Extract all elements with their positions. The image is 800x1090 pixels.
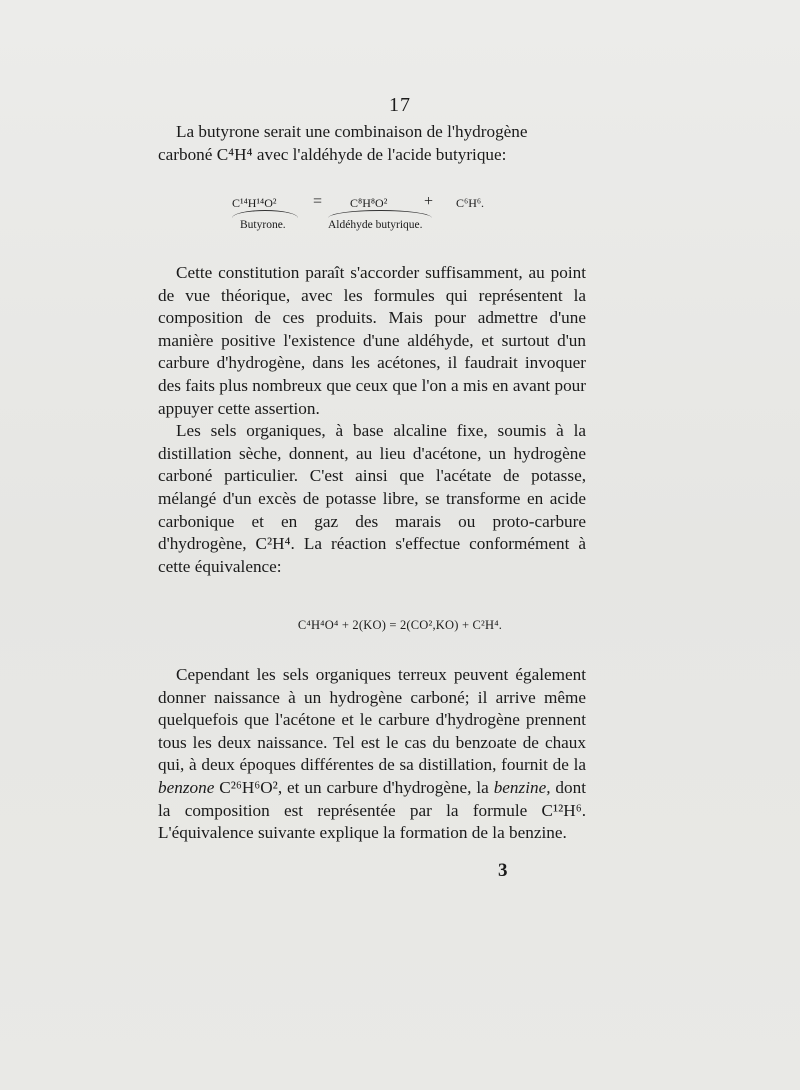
term-benzone: benzone: [158, 777, 215, 797]
intro-paragraph: [158, 121, 586, 166]
signature-mark: 3: [498, 860, 508, 881]
formula-equals: =: [313, 193, 323, 210]
formula-rhs2: C⁶H⁶.: [456, 196, 485, 210]
intro-line-2: carboné C⁴H⁴ avec l'aldéhyde de l'acide butyrique:: [158, 144, 507, 164]
brace-rhs1: [328, 210, 432, 218]
formula-plus: +: [424, 193, 434, 210]
brace-lhs: [232, 210, 298, 218]
label-butyrone: Butyrone.: [240, 219, 286, 231]
label-aldehyde: Aldéhyde butyrique.: [328, 219, 423, 231]
acetate-equivalence-formula: C⁴H⁴O⁴ + 2(KO) = 2(CO²,KO) + C²H⁴.: [297, 618, 503, 632]
benzone-formula: C²⁶H⁶O²,: [214, 777, 283, 797]
paragraph-benzine: [158, 664, 586, 845]
paragraph-constitution: Cette constitution paraît s'accorder suffisamment, au point de vue théorique, avec les formules qui représentent la composition de ces produits. Mais pour admettre d'une manière positive l'existence d'une aldéhyde, et surtout d'un carbure d'hydrogène, dans les acétones, il faudrait invoquer des faits plus nombreux que ceux que l'on a mis en avant pour appuyer cette assertion.: [158, 263, 586, 418]
text-column-main: [158, 262, 586, 578]
page-number: 17: [389, 94, 411, 116]
formula-lhs: C¹⁴H¹⁴O²: [232, 196, 277, 210]
benzine-text-1: Cependant les sels organiques terreux peuvent également donner naissance à un hydrogène carboné; il arrive même quelquefois que l'acétone et le carbure d'hydrogène prennent tous les deux naissance. Tel est le cas du benzoate de chaux qui, à deux époques différentes de sa distillation, fournit de la: [158, 665, 586, 775]
benzine-text-3: dont la composition est représentée par la formule C¹²H⁶. L'équivalence suivante explique la formation de la benzine.: [158, 777, 586, 843]
paragraph-benzine-text: [158, 664, 586, 845]
intro-line-1: La butyrone serait une combinaison de l'hydrogène: [176, 122, 528, 141]
formula-rhs1: C⁸H⁸O²: [350, 196, 388, 210]
paragraph-sels-organiques: Les sels organiques, à base alcaline fixe, soumis à la distillation sèche, donnent, au lieu d'acétone, un hydrogène carboné particulier. C'est ainsi que l'acétate de potasse, mélangé d'un excès de potasse libre, se transforme en acide carbonique et en gaz des marais ou proto-carbure d'hydrogène, C²H⁴. La réaction s'effectue conformément à cette équivalence:: [158, 421, 586, 576]
term-benzine: benzine,: [493, 777, 551, 797]
butyrone-formula: [150, 193, 610, 240]
benzine-text-2: et un carbure d'hydrogène, la: [282, 777, 494, 797]
